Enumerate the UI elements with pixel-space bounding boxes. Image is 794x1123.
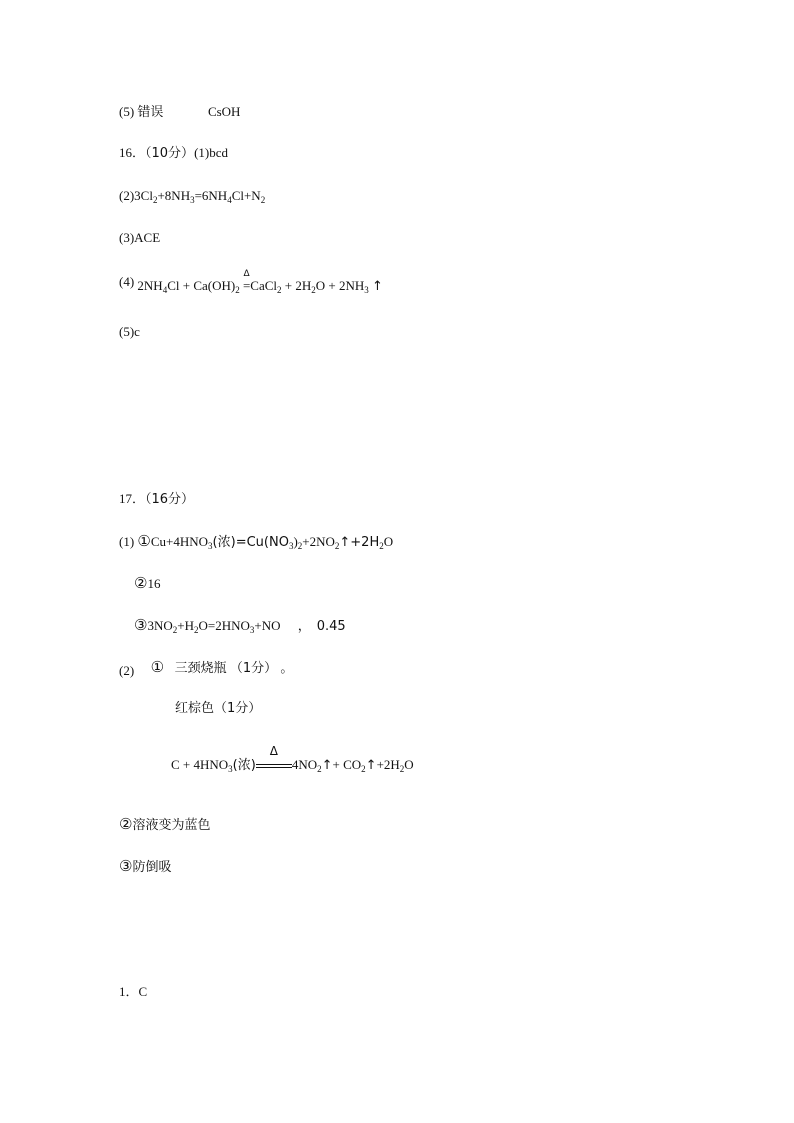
circled-three-icon: ③: [134, 616, 148, 634]
q17-part2-3: [119, 858, 171, 876]
subscript: 2: [277, 285, 282, 295]
formula-text: +NO: [254, 618, 281, 633]
q1-answer: [119, 984, 147, 1000]
heat-symbol: Δ: [243, 269, 250, 279]
subscript: 3: [288, 541, 294, 551]
answer-text: 三颈烧瓶: [174, 661, 227, 676]
part-number: (2): [119, 663, 135, 678]
formula-text: CaCl: [250, 278, 278, 293]
subscript: 3: [190, 195, 195, 205]
score-note: （1分）: [229, 661, 278, 676]
answer-text: C: [138, 984, 148, 999]
formula-text: C + 4HNO: [171, 757, 229, 772]
subscript: 2: [317, 764, 322, 774]
q16-part4: [119, 269, 383, 295]
formula-text: 4NO: [291, 757, 318, 772]
formula-text: Cl + Ca(OH): [167, 278, 236, 293]
q17-part1-3: [134, 617, 346, 635]
subscript: 2: [260, 195, 266, 205]
formula-text: + 2H: [281, 278, 312, 293]
formula-text: ↑+2H: [339, 535, 380, 550]
subscript: 3: [228, 764, 233, 774]
subscript: 2: [311, 285, 316, 295]
gas-arrow-icon: ↑: [321, 758, 333, 773]
subscript: 2: [172, 625, 178, 635]
subscript: 2: [193, 625, 199, 635]
question-score: （16分）: [145, 492, 195, 507]
reaction-condition: [242, 269, 251, 294]
period: 。: [280, 661, 294, 676]
q17-part2-equation: [171, 744, 414, 774]
subscript: 2: [297, 541, 303, 551]
q17-header: [119, 491, 194, 508]
answer-text: 红棕色: [175, 701, 215, 716]
subscript: 3: [364, 285, 369, 295]
q16-part3: [119, 230, 160, 246]
answer-text: 16: [147, 576, 161, 591]
subscript: 3: [249, 625, 255, 635]
formula-text: Cu+4HNO: [150, 534, 209, 549]
subscript: 2: [399, 764, 405, 774]
formula-text: (浓): [232, 758, 256, 773]
formula-text: O=2HNO: [198, 618, 250, 633]
formula-text: Cl+N: [231, 188, 261, 203]
reaction-condition: [256, 744, 292, 773]
answer-text: 错误: [137, 105, 164, 120]
q16-header: [119, 145, 228, 162]
gas-arrow-icon: ↑: [365, 758, 377, 773]
formula-text: +2H: [376, 757, 400, 772]
subscript: 2: [379, 541, 384, 551]
circled-one-icon: ①: [150, 658, 165, 676]
subscript: 2: [152, 195, 158, 205]
formula-text: +H: [177, 618, 194, 633]
subscript: 3: [208, 541, 213, 551]
circled-two-icon: ②: [119, 815, 133, 833]
part-number: (1): [119, 534, 135, 549]
double-line: [256, 764, 292, 768]
q17-part1-2: [134, 575, 160, 592]
part-number: (5): [119, 104, 135, 119]
q17-part2-1: [119, 659, 293, 677]
circled-one-icon: ①: [137, 532, 151, 550]
formula-text: + CO: [332, 757, 362, 772]
formula-text: 3Cl: [134, 188, 153, 203]
subscript: 4: [162, 285, 168, 295]
formula-text: O + 2NH: [315, 278, 365, 293]
answer-text: (3)ACE: [119, 230, 161, 245]
answer-text: (1)bcd: [194, 145, 228, 160]
heat-symbol: Δ: [269, 744, 278, 758]
q16-part5: [119, 324, 140, 340]
formula-text: +8NH: [157, 188, 191, 203]
answer-text: (5)c: [119, 324, 140, 339]
formula-text: (浓)=Cu(NO: [212, 535, 289, 550]
formula-text: O: [404, 757, 414, 772]
gas-arrow-icon: ↑: [372, 279, 383, 294]
part-number: (4): [119, 274, 135, 289]
answer-text: 溶液变为蓝色: [132, 818, 211, 833]
subscript: 2: [334, 541, 340, 551]
subscript: 4: [227, 195, 232, 205]
formula-text: 2NH: [134, 278, 163, 293]
score-note: （1分）: [214, 701, 262, 716]
q17-part2-color: [175, 700, 261, 717]
q15-part5: [119, 104, 240, 121]
question-number: 16．: [119, 145, 146, 160]
answer-formula: CsOH: [207, 104, 241, 119]
circled-three-icon: ③: [119, 857, 133, 875]
question-score: （10分）: [145, 146, 195, 161]
formula-text: +2NO: [302, 534, 335, 549]
subscript: 2: [235, 285, 240, 295]
q16-part2: [119, 188, 265, 204]
answer-text: 防倒吸: [132, 860, 172, 875]
part-number: (2): [119, 188, 135, 203]
formula-text: O: [383, 534, 394, 549]
answer-value: 0.45: [316, 619, 346, 634]
question-number: 17．: [119, 491, 146, 506]
question-number: 1．: [119, 984, 139, 999]
formula-text: =6NH: [194, 188, 228, 203]
q17-part1-1: [119, 533, 393, 551]
equals-sign: =: [242, 278, 251, 293]
formula-text: ): [293, 534, 298, 549]
q17-part2-2: [119, 816, 210, 834]
formula-text: 3NO: [147, 618, 173, 633]
circled-two-icon: ②: [134, 574, 148, 592]
subscript: 2: [361, 764, 366, 774]
separator: ，: [297, 619, 311, 634]
